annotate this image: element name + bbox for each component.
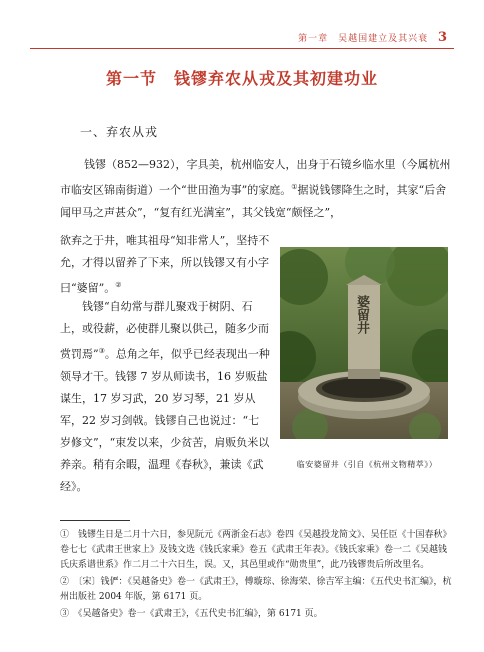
paragraph-3-text-cont: 。总角之年，似乎已经表现出一种领导才干。钱镠 7 岁从师读书，16 岁贩盐谋生，17 岁习武，20 岁习琴，21 岁从军，22 岁习剑戟。钱镠自己也说过：“七岁修文”，“束发以来，少贫苦，肩贩负米以养亲。稍有余暇，温理《春秋》，兼读《武经》。 bbox=[60, 347, 270, 493]
subsection-title: 一、弃农从戎 bbox=[80, 125, 159, 139]
stele-inscription: 婆留井 bbox=[354, 295, 369, 334]
paragraph-2 bbox=[60, 230, 270, 300]
page-number: 3 bbox=[437, 30, 448, 45]
chapter-title: 第一章 吴越国建立及其兴衰 bbox=[298, 34, 429, 44]
paragraph-1 bbox=[60, 154, 452, 224]
well-photo-illustration bbox=[280, 247, 448, 439]
paragraph-2-text: 欲弃之于井，唯其祖母“知非常人”，坚持不允，才得以留养了下来，所以钱镠又有小字曰“婆留”。 bbox=[60, 234, 270, 295]
footnotes bbox=[60, 528, 452, 624]
footnote-ref-3[interactable]: ③ bbox=[98, 347, 105, 355]
footnote-ref-2[interactable]: ② bbox=[115, 281, 122, 289]
paragraph-1-text: 钱镠（852—932），字具美，杭州临安人，出身于石镜乡临水里（今属杭州市临安区锦南街道）一个“世田渔为事”的家庭。 bbox=[60, 158, 451, 197]
footnote-1: ① 钱镠生日是二月十六日，参见阮元《两浙金石志》卷四《吴越投龙简文》、吴任臣《十国春秋》卷七七《武肃王世家上》及钱文选《钱氏家乘》卷五《武肃王年表》。《钱氏家乘》卷一二《吴越钱氏庆系谱世系》作二月二十六日生，误。又，其邑里或作“勋贵里”，此乃钱镠贵后所改里名。 bbox=[60, 530, 452, 570]
well-photo bbox=[280, 247, 448, 439]
running-header bbox=[298, 30, 448, 45]
paragraph-3-text: 钱镠“自幼常与群儿聚戏于树阴、石上，或役薪，必使群儿聚以供己，随多少而赏罚焉” bbox=[60, 300, 269, 361]
paragraph-3 bbox=[60, 296, 270, 498]
footnote-2: ② 〔宋〕钱俨：《吴越备史》卷一《武肃王》，傅璇琮、徐海荣、徐吉军主编：《五代史书汇编》，杭州出版社 2004 年版，第 6171 页。 bbox=[60, 577, 452, 602]
footnote-ref-1[interactable]: ① bbox=[291, 183, 298, 191]
figure-caption: 临安婆留井（引自《杭州文物精萃》） bbox=[296, 460, 438, 469]
section-title: 第一节 钱镠弃农从戎及其初建功业 bbox=[105, 69, 378, 88]
paragraph-1-text-cont: 据说钱镠降生之时，其家“后舍闻甲马之声甚众”，“复有红光满室”，其父钱宽“颇怪之”， bbox=[60, 183, 447, 219]
header-rule bbox=[30, 48, 454, 49]
footnote-3: ③ 《吴越备史》卷一《武肃王》，《五代史书汇编》，第 6171 页。 bbox=[60, 609, 323, 619]
footnote-rule bbox=[60, 520, 130, 521]
